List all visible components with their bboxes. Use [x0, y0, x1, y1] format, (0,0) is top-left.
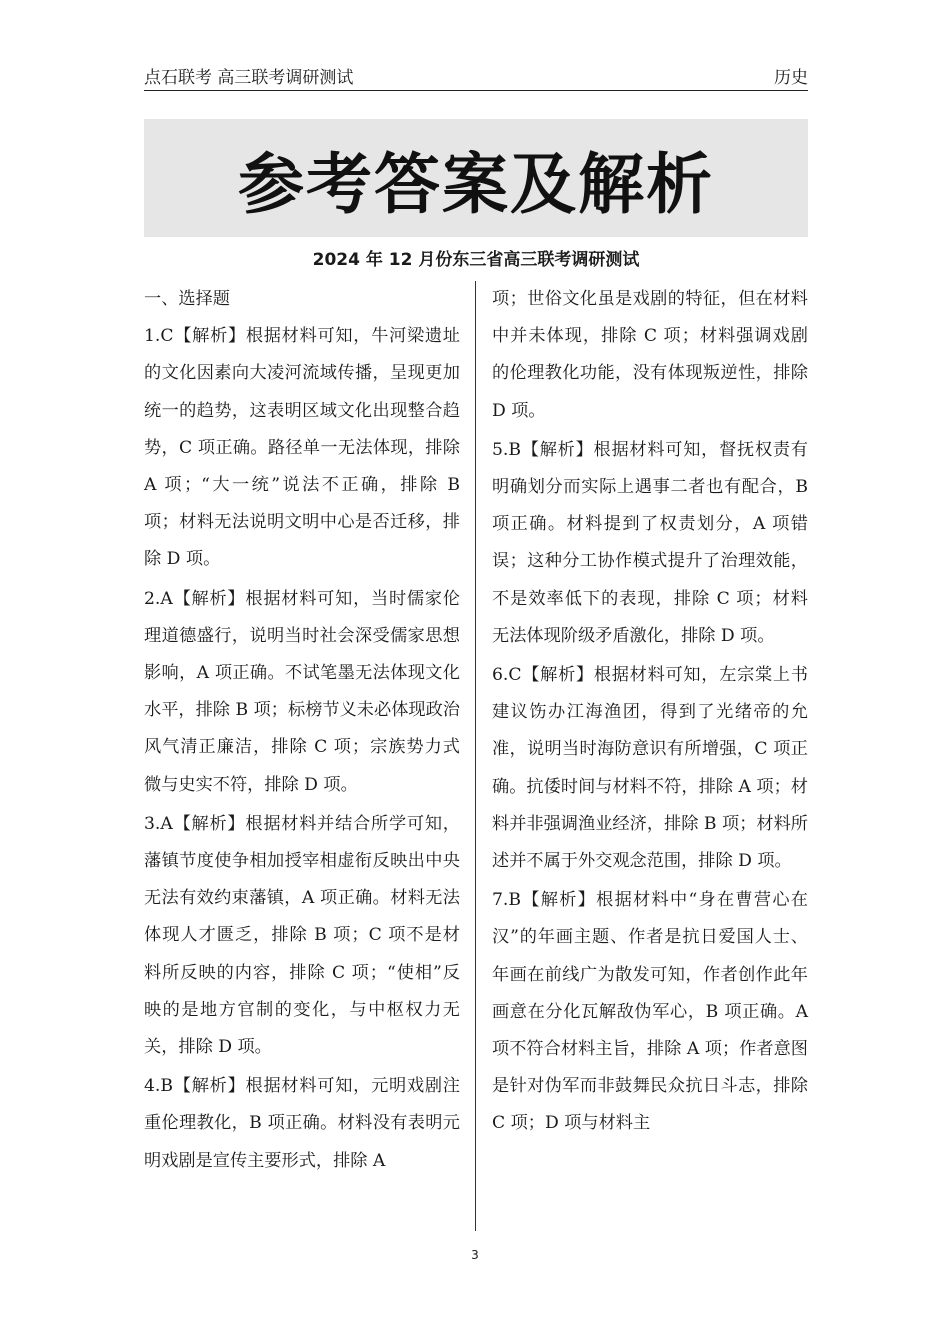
- left-column: [144, 281, 460, 1231]
- answer-2: 2.A【解析】根据材料可知，当时儒家伦理道德盛行，说明当时社会深受儒家思想影响，A 项正确。不试笔墨无法体现文化水平，排除 B 项；标榜节义未必体现政治风气清正廉洁，排除 C 项；宗族势力式微与史实不符，排除 D 项。: [144, 588, 460, 795]
- answer-6: 6.C【解析】根据材料可知，左宗棠上书建议饬办江海渔团，得到了光绪帝的允准，说明当时海防意识有所增强，C 项正确。抗倭时间与材料不符，排除 A 项；材料并非强调渔业经济，排除 B 项；材料所述并不属于外交观念范围，排除 D 项。: [492, 665, 808, 872]
- page-number: 3: [471, 1248, 479, 1262]
- right-column: [492, 281, 808, 1231]
- page-title: 参考答案及解析: [238, 145, 714, 223]
- answer-5: 5.B【解析】根据材料可知，督抚权责有明确划分而实际上遇事二者也有配合，B 项正确。材料提到了权责划分，A 项错误；这种分工协作模式提升了治理效能，不是效率低下的表现，排除 C 项；材料无法体现阶级矛盾激化，排除 D 项。: [492, 439, 808, 646]
- header-left-text: 点石联考 高三联考调研测试: [144, 68, 354, 88]
- header-subject: 历史: [774, 68, 808, 88]
- column-divider: [475, 281, 476, 1231]
- page-header: [144, 66, 808, 91]
- answer-4-part-2: 项；世俗文化虽是戏剧的特征，但在材料中并未体现，排除 C 项；材料强调戏剧的伦理教化功能，没有体现叛逆性，排除 D 项。: [492, 289, 808, 421]
- exam-subtitle: 2024 年 12 月份东三省高三联考调研测试: [312, 250, 640, 270]
- section-heading: 一、选择题: [144, 289, 230, 309]
- answer-7: 7.B【解析】根据材料中“身在曹营心在汉”的年画主题、作者是抗日爱国人士、年画在前线广为散发可知，作者创作此年画意在分化瓦解敌伪军心，B 项正确。A 项不符合材料主旨，排除 A 项；作者意图是针对伪军而非鼓舞民众抗日斗志，排除 C 项；D 项与材料主: [492, 890, 808, 1134]
- answer-3: 3.A【解析】根据材料并结合所学可知，藩镇节度使争相加授宰相虚衔反映出中央无法有效约束藩镇，A 项正确。材料无法体现人才匮乏，排除 B 项；C 项不是材料所反映的内容，排除 C 项；“使相”反映的是地方官制的变化，与中枢权力无关，排除 D 项。: [144, 813, 460, 1058]
- answer-4-part-1: 4.B【解析】根据材料可知，元明戏剧注重伦理教化，B 项正确。材料没有表明元明戏剧是宣传主要形式，排除 A: [144, 1076, 460, 1171]
- title-banner: [144, 119, 808, 237]
- answer-1: 1.C【解析】根据材料可知，牛河梁遗址的文化因素向大凌河流域传播，呈现更加统一的趋势，这表明区域文化出现整合趋势，C 项正确。路径单一无法体现，排除 A 项；“大一统”说法不正确，排除 B 项；材料无法说明文明中心是否迁移，排除 D 项。: [144, 326, 460, 570]
